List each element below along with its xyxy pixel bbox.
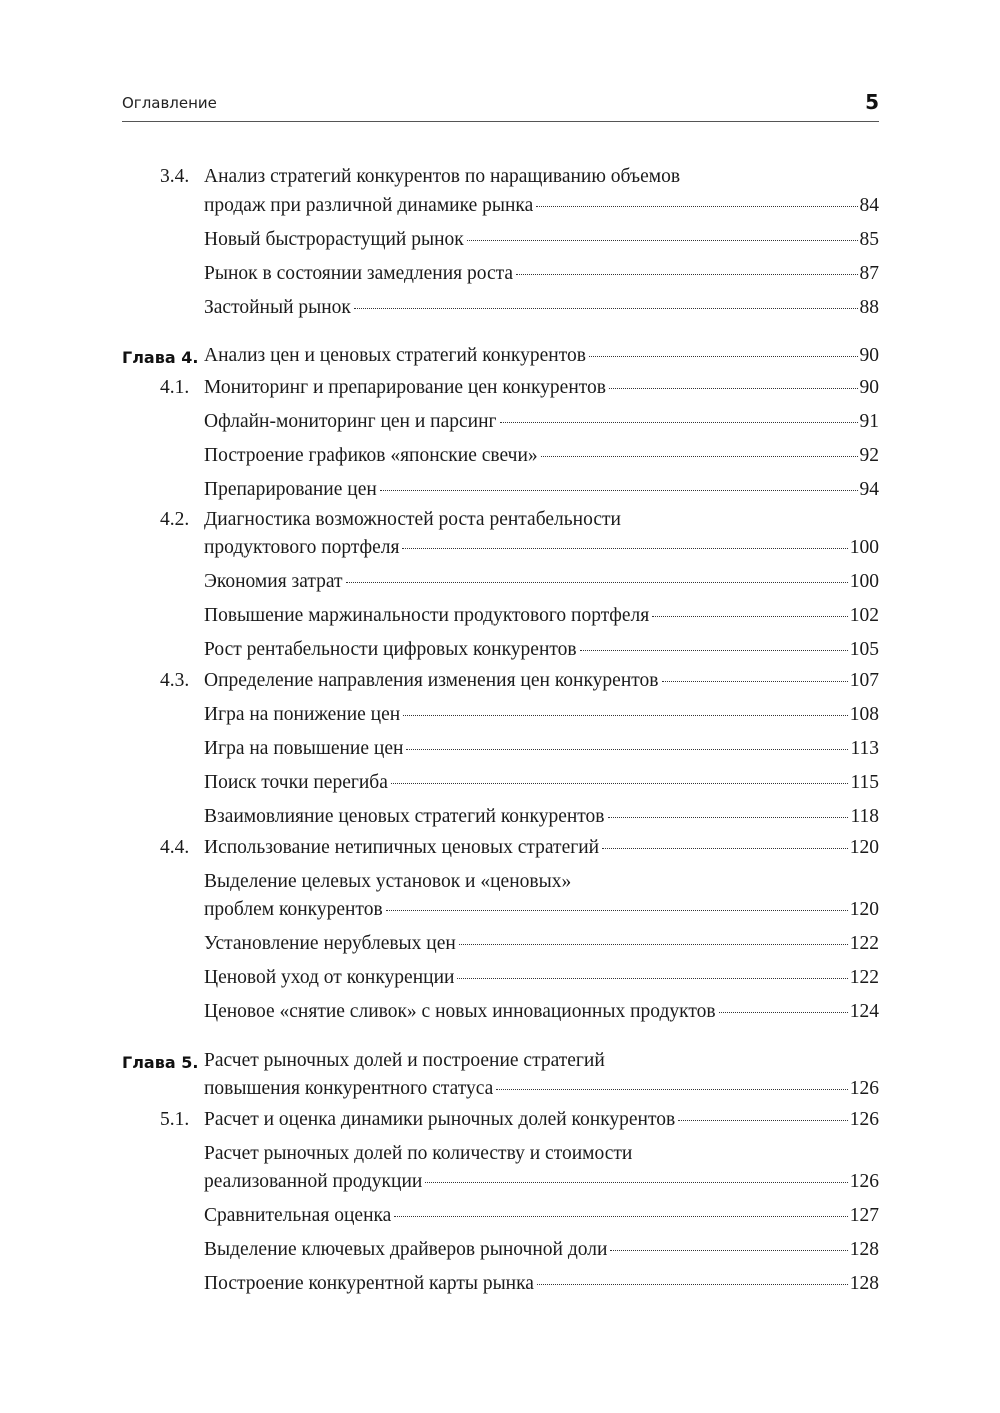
dot-leader (516, 274, 857, 275)
toc-page-number: 120 (849, 899, 879, 920)
toc-entry-text: Игра на повышение цен (204, 738, 404, 759)
toc-entry-text: Новый быстрорастущий рынок (204, 229, 464, 250)
dot-leader (602, 848, 848, 849)
toc-page-number: 90 (859, 377, 879, 398)
toc-entry-text: Повышение маржинальности продуктового портфеля (204, 605, 650, 626)
toc-section-number: 4.2. (160, 509, 190, 530)
toc-entry[interactable] (0, 263, 1000, 293)
toc-entry-text: Анализ цен и ценовых стратегий конкурентов (204, 345, 586, 366)
toc-entry-text: Определение направления изменения цен конкурентов (204, 670, 659, 691)
toc-entry-text: Поиск точки перегиба (204, 772, 388, 793)
toc-entry[interactable] (0, 1171, 1000, 1201)
toc-page-number: 128 (849, 1273, 879, 1294)
dot-leader (496, 1089, 847, 1090)
dot-leader (354, 308, 858, 309)
toc-entry-text: Взаимовлияние ценовых стратегий конкурентов (204, 806, 605, 827)
toc-chapter-5[interactable] (0, 1078, 1000, 1108)
toc-page-number: 122 (849, 933, 879, 954)
dot-leader (580, 650, 848, 651)
toc-entry-text: Диагностика возможностей роста рентабельности (204, 509, 621, 530)
toc-entry[interactable] (0, 806, 1000, 836)
toc-page-number: 118 (850, 806, 879, 827)
toc-section-number: 5.1. (160, 1109, 190, 1130)
toc-entry[interactable] (0, 1239, 1000, 1269)
dot-leader (459, 944, 848, 945)
toc-entry[interactable] (0, 772, 1000, 802)
toc-page-number: 126 (849, 1109, 879, 1130)
toc-page-number: 102 (849, 605, 879, 626)
toc-entry-text: Экономия затрат (204, 571, 343, 592)
toc-page-number: 107 (849, 670, 879, 691)
toc-entry-text: Выделение целевых установок и «ценовых» (204, 871, 572, 892)
toc-entry[interactable] (0, 229, 1000, 259)
dot-leader (467, 240, 858, 241)
toc-entry-text: Построение конкурентной карты рынка (204, 1273, 534, 1294)
dot-leader (406, 749, 848, 750)
dot-leader (425, 1182, 847, 1183)
toc-page-number: 127 (849, 1205, 879, 1226)
toc-entry[interactable] (0, 1205, 1000, 1235)
toc-entry-text: Ценовой уход от конкуренции (204, 967, 455, 988)
dot-leader (402, 548, 847, 549)
toc-page-number: 120 (849, 837, 879, 858)
toc-entry-text: Игра на понижение цен (204, 704, 401, 725)
toc-page-number: 105 (849, 639, 879, 660)
dot-leader (500, 422, 858, 423)
toc-chapter-5-line1 (0, 1050, 1000, 1080)
toc-page-number: 113 (850, 738, 879, 759)
page-number: 5 (865, 90, 879, 114)
toc-entry-4-4[interactable] (0, 837, 1000, 867)
dot-leader (609, 388, 858, 389)
dot-leader (610, 1250, 847, 1251)
toc-entry-text: повышения конкурентного статуса (204, 1078, 494, 1099)
toc-page-number: 122 (849, 967, 879, 988)
toc-chapter-4[interactable] (0, 345, 1000, 375)
dot-leader (536, 206, 857, 207)
dot-leader (678, 1120, 848, 1121)
toc-page-number: 88 (859, 297, 879, 318)
dot-leader (662, 681, 848, 682)
toc-entry-3-4-line1 (0, 166, 1000, 196)
dot-leader (719, 1012, 848, 1013)
toc-entry-text: продуктового портфеля (204, 537, 400, 558)
dot-leader (537, 1284, 848, 1285)
toc-chapter-label: Глава 5. (122, 1053, 199, 1072)
dot-leader (346, 582, 848, 583)
toc-entry-text: продаж при различной динамике рынка (204, 195, 534, 216)
toc-section-number: 3.4. (160, 166, 190, 187)
toc-page-number: 94 (859, 479, 879, 500)
toc-entry-text: Построение графиков «японские свечи» (204, 445, 538, 466)
toc-entry[interactable] (0, 571, 1000, 601)
toc-entry-text: Расчет рыночных долей и построение стратегий (204, 1050, 605, 1071)
dot-leader (652, 616, 848, 617)
toc-entry-line1 (0, 1143, 1000, 1173)
toc-entry-4-2[interactable] (0, 537, 1000, 567)
toc-entry[interactable] (0, 967, 1000, 997)
toc-entry-text: Мониторинг и препарирование цен конкурентов (204, 377, 606, 398)
toc-entry[interactable] (0, 1001, 1000, 1031)
dot-leader (391, 783, 849, 784)
toc-page-number: 90 (859, 345, 879, 366)
toc-entry[interactable] (0, 411, 1000, 441)
toc-entry-4-2-line1 (0, 509, 1000, 539)
running-header-title: Оглавление (122, 94, 217, 112)
toc-section-number: 4.1. (160, 377, 190, 398)
toc-page-number: 100 (849, 571, 879, 592)
dot-leader (380, 490, 858, 491)
toc-page-number: 126 (849, 1078, 879, 1099)
toc-page-number: 91 (859, 411, 879, 432)
toc-entry-text: реализованной продукции (204, 1171, 423, 1192)
toc-page-number: 126 (849, 1171, 879, 1192)
toc-entry-line1 (0, 871, 1000, 901)
toc-entry-text: Использование нетипичных ценовых стратегий (204, 837, 600, 858)
toc-section-number: 4.4. (160, 837, 190, 858)
toc-entry-4-1[interactable] (0, 377, 1000, 407)
toc-page-number: 84 (859, 195, 879, 216)
toc-entry[interactable] (0, 639, 1000, 669)
dot-leader (457, 978, 847, 979)
toc-entry[interactable] (0, 933, 1000, 963)
toc-page-number: 124 (849, 1001, 879, 1022)
toc-entry-5-1[interactable] (0, 1109, 1000, 1139)
toc-entry[interactable] (0, 738, 1000, 768)
toc-entry-text: Препарирование цен (204, 479, 377, 500)
toc-entry[interactable] (0, 605, 1000, 635)
toc-page-number: 85 (859, 229, 879, 250)
dot-leader (589, 356, 858, 357)
dot-leader (541, 456, 858, 457)
toc-chapter-label: Глава 4. (122, 348, 199, 367)
toc-entry-text: Рост рентабельности цифровых конкурентов (204, 639, 577, 660)
toc-entry-3-4[interactable] (0, 195, 1000, 225)
toc-entry-text: Расчет и оценка динамики рыночных долей конкурентов (204, 1109, 676, 1130)
toc-entry-text: проблем конкурентов (204, 899, 383, 920)
toc-entry[interactable] (0, 1273, 1000, 1303)
toc-entry-text: Выделение ключевых драйверов рыночной доли (204, 1239, 608, 1260)
toc-entry-text: Установление нерублевых цен (204, 933, 456, 954)
toc-entry-text: Сравнительная оценка (204, 1205, 392, 1226)
toc-page-number: 87 (859, 263, 879, 284)
toc-entry-text: Застойный рынок (204, 297, 351, 318)
toc-page-number: 92 (859, 445, 879, 466)
toc-page-number: 100 (849, 537, 879, 558)
toc-entry-text: Рынок в состоянии замедления роста (204, 263, 514, 284)
toc-entry-text: Анализ стратегий конкурентов по наращиванию объемов (204, 166, 681, 187)
toc-page-number: 115 (850, 772, 879, 793)
toc-entry[interactable] (0, 704, 1000, 734)
toc-entry-4-3[interactable] (0, 670, 1000, 700)
toc-page-number: 108 (849, 704, 879, 725)
dot-leader (386, 910, 848, 911)
dot-leader (608, 817, 849, 818)
toc-page-number: 128 (849, 1239, 879, 1260)
toc-entry[interactable] (0, 445, 1000, 475)
dot-leader (403, 715, 848, 716)
toc-section-number: 4.3. (160, 670, 190, 691)
toc-entry[interactable] (0, 479, 1000, 509)
toc-entry-text: Ценовое «снятие сливок» с новых инновационных продуктов (204, 1001, 716, 1022)
toc-entry-text: Расчет рыночных долей по количеству и стоимости (204, 1143, 633, 1164)
toc-entry-text: Офлайн-мониторинг цен и парсинг (204, 411, 497, 432)
toc-entry[interactable] (0, 899, 1000, 929)
dot-leader (394, 1216, 847, 1217)
toc-entry[interactable] (0, 297, 1000, 327)
